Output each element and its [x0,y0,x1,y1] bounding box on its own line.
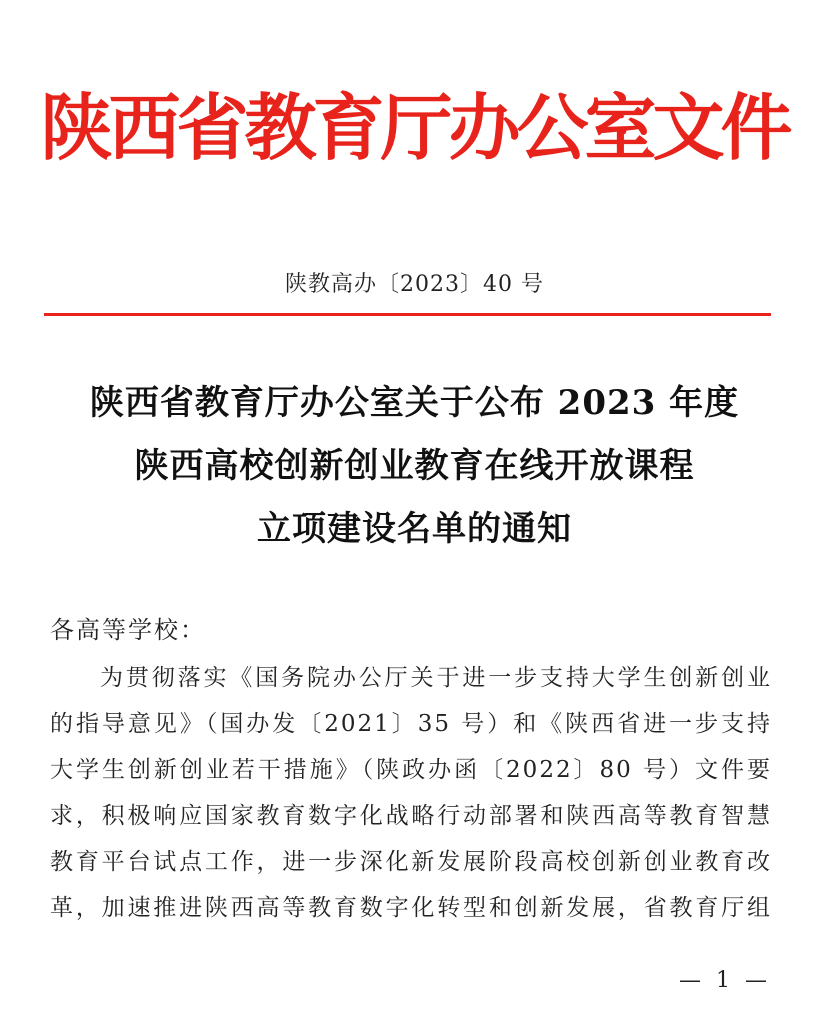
body-line-4: 求，积极响应国家教育数字化战略行动部署和陕西高等教育智慧 [50,803,772,829]
red-divider-line [44,313,771,316]
body-paragraph [50,655,772,931]
title-line-2: 陕西高校创新创业教育在线开放课程 [134,446,695,486]
body-line-6: 革，加速推进陕西高等教育数字化转型和创新发展，省教育厅组 [50,895,772,921]
salutation: 各高等学校： [50,616,206,644]
body-line-3: 大学生创新创业若干措施》（陕政办函〔2022〕80 号）文件要 [50,757,772,783]
title-line-1: 陕西省教育厅办公室关于公布 2023 年度 [89,383,740,423]
body-line-1: 为贯彻落实《国务院办公厅关于进一步支持大学生创新创业 [100,665,772,691]
title-line-3: 立项建设名单的通知 [257,509,572,549]
body-line-5: 教育平台试点工作，进一步深化新发展阶段高校创新创业教育改 [50,849,772,875]
document-number: 陕教高办〔2023〕40 号 [285,272,544,297]
notice-title [0,372,829,561]
body-line-2: 的指导意见》（国办发〔2021〕35 号）和《陕西省进一步支持 [50,711,772,737]
page-number: — 1 — [679,968,771,993]
masthead-title: 陕西省教育厅办公室文件 [40,85,789,170]
